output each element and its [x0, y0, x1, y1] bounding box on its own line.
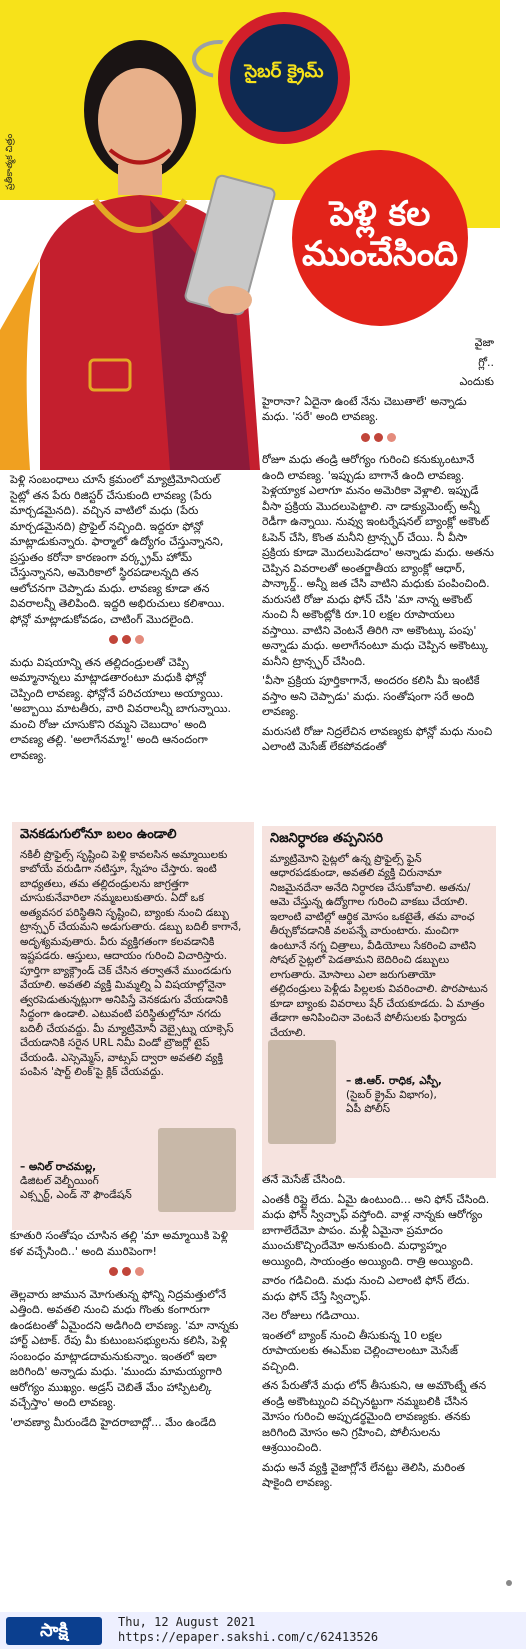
footer-url[interactable]: https://epaper.sakshi.com/c/62413526: [118, 1630, 379, 1644]
verification-expert-title-2: ఏపీ పోలీస్: [346, 1103, 391, 1115]
left-para-0: పెళ్లి సంబంధాలు చూసే క్రమంలో మ్యాట్రిమోనియల్ సైట్లో తన పేరు రిజిస్టర్ చేసుకుంది లావణ్య (పేరు మార్చడమైనది). వచ్చిన వాటిలో మధు (పేరు మార్చడమైనది) ప్రొఫైల్ నచ్చింది. ఇద్దరూ ఫోన్లో మాట్లాడుకున్నారు. ఫార్మాలో ఉద్యోగం చేస్తున్నానని, ప్రస్తుతం కరోనా కారణంగా వర్క్ఫ్రమ్ హోమ్ చేస్తున్నానని, అమెరికాలో స్థిరపడాలన్నది తన ఆలోచనగా చెప్పాడు మధు. లావణ్య కూడా తన వివరాలన్నీ తెలిపింది. ఇద్దరి అభిరుచులు కలిశాయి. ఫోన్లో మాట్లాడుకోవడం, చాటింగ్ మొదలైంది.: [10, 473, 225, 626]
left-lower-para-0: కూతురి సంతోషం చూసిన తల్లి 'మా అమ్మాయికి పెళ్లి కళ వచ్చేసింది..' అంది మురిపెంగా!: [10, 1229, 228, 1258]
tips-sidebar-box: [12, 822, 254, 1230]
right-para-3: హైరానా? ఏదైనా ఉంటే నేను చెబుతాలే' అన్నాడు మధు. 'సరే' అంది లావణ్య.: [262, 394, 467, 423]
right-para-0: వైజా: [474, 336, 494, 349]
right-para-4: రోజూ మధు తండ్రి ఆరోగ్యం గురించి కనుక్కుంటూనే ఉంది లావణ్య. 'ఇప్పుడు బాగానే ఉంది లావణ్య. పెళ్లయ్యాక ఎలాగూ మనం అమెరికా వెళ్లాలి. ఇప్పుడే వీసా ప్రక్రియ మొదలుపెట్టాలి. నా డాక్యుమెంట్స్ అన్నీ రెడీగా ఉన్నాయి. నువ్వు ఇంటర్నేషనల్ బ్యాంక్లో అకౌంట్ ఓపెన్ చేసి, కొంత మనీని ట్రాన్స్ఫర్ చేయి. నీ వీసా ప్రక్రియ కూడా మొదలుపెడదాం' అన్నాడు మధు. అతను చెప్పిన వివరాలతో అంతర్జాతీయ బ్యాంక్లో ఆధార్, పాన్కార్డ్.. అన్నీ జత చేసి వాటిని మధుకు పంపించింది. మరుసటి రోజు మధు ఫోన్ చేసి 'మా నాన్న అకౌంట్ నుంచి నీ అకౌంట్లోకి రూ.10 లక్షల రూపాయలు వస్తాయి. వాటిని వెంటనే తిరిగి నా అకౌంట్కు పంపు' అన్నాడు మధు. అలాగేనంటూ మధు చెప్పిన అకౌంట్కు మనీని ట్రాన్స్ఫర్ చేసింది.: [262, 453, 494, 668]
verification-heading: నిజనిర్ధారణ తప్పనిసరి: [270, 831, 383, 846]
left-lower-para-2: 'లావణ్యా మీరుండేది హైదరాబాద్లో... మేం ఉండేది: [10, 1415, 217, 1429]
left-lower-para-1: తెల్లవారు జామున మోగుతున్న ఫోన్ని నిద్రమత్తులోనే ఎత్తింది. అవతలి నుంచి మధు గొంతు కంగారుగా ఉండటంతో ఏమైందని అడిగింది లావణ్య. 'మా నాన్నకు హార్ట్ ఎటాక్. రేపు మీ కుటుంబసభ్యులను కలిసి, పెళ్లి సంబంధం మాట్లాడదామనుకున్నాం. ఇంతలో ఇలా జరిగింది' అన్నాడు మధు. 'ముందు మామయ్యగారి ఆరోగ్యం ముఖ్యం. అడ్రస్ చెబితే మేం హాస్పిటల్కి వచ్చేస్తాం' అంది లావణ్య.: [10, 1287, 239, 1409]
scroll-indicator[interactable]: [506, 1580, 512, 1586]
right-para-1: గ్లో..: [478, 355, 494, 369]
right-lower-para-3: నెల రోజులు గడిచాయి.: [262, 1309, 360, 1322]
right-column-upper: [262, 335, 494, 759]
right-lower-para-4: ఇంతలో బ్యాంక్ నుంచి తీసుకున్న 10 లక్షల రూపాయలకు ఈఎమ్ఐ చెల్లించాలంటూ మెసేజ్ వచ్చింది.: [262, 1328, 458, 1373]
right-para-6: మరుసటి రోజు నిద్రలేచిన లావణ్యకు ఫోన్లో మధు నుంచి ఎలాంటి మెసేజ్ లేకపోవడంతో: [262, 724, 493, 753]
tips-expert-title-1: డిజిటల్ వెల్బీయింగ్: [20, 1175, 99, 1187]
right-lower-para-5: తన పేరుతోనే మధు లోన్ తీసుకుని, ఆ అమౌంట్నే తన తండ్రి అకౌంట్నుంచి వచ్చినట్టుగా నమ్మబలికి చేసిన మోసం గురించి అప్పుడర్థమైంది లావణ్యకు. తనకు జరిగింది మోసం అని గ్రహించి, పోలీసులను ఆశ్రయించింది.: [262, 1379, 487, 1454]
verification-sidebar-box: [262, 826, 496, 1178]
cyber-crime-badge: [218, 12, 350, 144]
tips-heading: వెనకడుగులోనూ బలం ఉండాలి: [20, 827, 177, 842]
tips-expert-title-2: ఎక్స్పర్ట్, ఎండ్ నౌ ఫౌండేషన్: [20, 1189, 132, 1201]
verification-expert-credit: [346, 1074, 486, 1116]
section-divider-dots: [10, 633, 242, 649]
cyber-crime-badge-inner: [230, 24, 338, 132]
left-column: [10, 472, 242, 767]
tips-expert-photo: [158, 1128, 236, 1212]
tips-expert-name: – అనిల్ రాచమల్ల,: [20, 1161, 97, 1173]
headline-badge: [292, 150, 468, 326]
tips-body: నకిలీ ప్రొఫైల్స్ సృష్టించి పెళ్లి కావలసిన అమ్మాయిలకు కాబోయే వరుడిగా నటిస్తూ, స్నేహం చేస్తారు. ఇంటి బాధ్యతలు, తమ తల్లిదండ్రులను జాగ్రత్తగా చూసుకునేవారిలా నమ్మబలుకుతారు. ఏదో ఒక అత్యవసర పరిస్థితిని సృష్టించి, బ్యాంకు నుంచి డబ్బు ట్రాన్స్ఫర్ చేయమని అడుగుతారు. డబ్బు బదిలీ కాగానే, అదృశ్యమవుతారు. వీరు వ్యక్తిగతంగా కలవడానికి ఇష్టపడరు. ఆస్తులు, ఆదాయం గురించి విచారిస్తారు. పూర్తిగా బ్యాక్గ్రౌండ్ చెక్ చేసిన తర్వాతనే ముందడుగు వేయాలి. అవతలి వ్యక్తి మిమ్మల్ని ఏ విషయాల్లోనైనా త్వరపెడుతున్నట్లుగా అనిపిస్తే వెనకడుగు వేయడానికి సిద్ధంగా ఉండాలి. ఎటువంటి పరిస్థితుల్లోనూ నగదు బదిలీ చేయవద్దు. మీ మ్యాట్రిమోనీ వెబ్సైట్ను యాక్సెస్ చేయడానికి సరైన URL నిమీ విండో బ్రౌజర్లో టైప్ చేయండి. ఎస్సెమ్మెస్, వాట్సప్ ద్వారా అవతలి వ్యక్తి పంపిన 'షార్ట్ లింక్'పై క్లిక్ చేయవద్దు.: [20, 848, 242, 1078]
footer-date: Thu, 12 August 2021: [118, 1615, 256, 1629]
verification-expert-name: – జి.ఆర్. రాధిక, ఎస్పీ,: [346, 1075, 442, 1087]
verification-expert-title-1: (సైబర్ క్రైమ్ విభాగం),: [346, 1089, 437, 1101]
right-para-5: 'వీసా ప్రక్రియ పూర్తికాగానే, అందరం కలిసి మీ ఇంటికే వస్తాం అని చెప్పాడు' మధు. సంతోషంగా సరే అంది లావణ్య.: [262, 674, 480, 718]
right-lower-para-1: ఎంతకీ రిప్లై లేదు. ఏమై ఉంటుంది... అని ఫోన్ చేసింది. మధు ఫోన్ స్విచ్ఛాఫ్ వస్తోంది. వాళ్ల నాన్నకు ఆరోగ్యం బాగాలేదేమో పాపం. మళ్లీ ఏమైనా ప్రమాదం ముంచుకొచ్చిందేమో అనుకుంది. మధ్యాహ్నం అయ్యింది, సాయంత్రం అయ్యింది. రాత్రి అయ్యింది.: [262, 1192, 490, 1268]
left-para-1: మధు విషయాన్ని తన తల్లిదండ్రులతో చెప్పి అమ్మానాన్నలు మాట్లాడతారంటూ మధుకి ఫోన్లో చెప్పింది లావణ్య. ఫోన్లోనే పరిచయాలు అయ్యాయి. 'అబ్బాయి మాటతీరు, వారి వివరాలన్నీ బాగున్నాయి. మంచి రోజు చూసుకొని రమ్మని చెబుదాం' అంది లావణ్య తల్లి. 'అలాగేనమ్మా!' అంది ఆనందంగా లావణ్య.: [10, 655, 232, 762]
verification-expert-photo: [268, 1040, 336, 1144]
tips-expert-credit: [20, 1160, 150, 1202]
sakshi-logo[interactable]: సాక్షి: [6, 1617, 102, 1645]
footer-info: [118, 1615, 378, 1645]
right-lower-para-6: మధు అనే వ్యక్తి వైజాగ్లోనే లేనట్టు తెలిసి, మరింత షాకైంది లావణ్య.: [262, 1460, 465, 1489]
right-lower-para-0: తనే మెసేజ్ చేసింది.: [262, 1173, 346, 1186]
left-column-lower: [10, 1228, 242, 1434]
right-para-2: ఎందుకు: [459, 375, 494, 388]
photo-credit: ప్రతీకాత్మక చిత్రం: [5, 133, 15, 190]
headline: పెళ్లి కల ముంచేసింది: [302, 194, 458, 274]
right-lower-para-2: వారం గడిచింది. మధు నుంచి ఎలాంటి ఫోన్ లేదు. మధు ఫోన్ చేస్తే స్విచ్ఛాఫ్.: [262, 1274, 470, 1303]
cyber-crime-label: సైబర్ క్రైమ్: [244, 61, 324, 82]
epaper-footer: [0, 1612, 526, 1649]
verification-body: మ్యాట్రిమోని సైట్లలో ఉన్న ప్రొఫైల్స్ ఫైన్ ఆధారపడకుండా, అవతలి వ్యక్తి చిరునామా నిజమైనదేనా అనేది నిర్ధారణ చేసుకోవాలి. అతను/ఆమె చేస్తున్న ఉద్యోగాల గురించి వాకబు చేయాలి. ఇలాంటి వాటిల్లో ఆర్థిక మోసం ఒకటైతే, తమ వాంఛ తీర్చుకోవడానికి వలపన్నే వారుంటారు. మంచిగా ఉంటూనే నగ్న చిత్రాలు, వీడియోలు సేకరించి వాటిని సోషల్ సైట్లలో పెడతామని బెదిరించి డబ్బులు లాగుతారు. మోసాలు ఎలా జరుగుతాయో తల్లిదండ్రులు పెళ్లీడు పిల్లలకు వివరించాలి. పొరపాటున కూడా బ్యాంకు వివరాలు షేర్ చేయకూడదు. ఏ మాత్రం తేడాగా అనిపించినా వెంటనే పోలీసులకు ఫిర్యాదు చేయాలి.: [270, 852, 488, 1039]
right-column-lower: [262, 1172, 494, 1495]
section-divider-dots: [262, 431, 494, 447]
section-divider-dots: [10, 1265, 242, 1281]
